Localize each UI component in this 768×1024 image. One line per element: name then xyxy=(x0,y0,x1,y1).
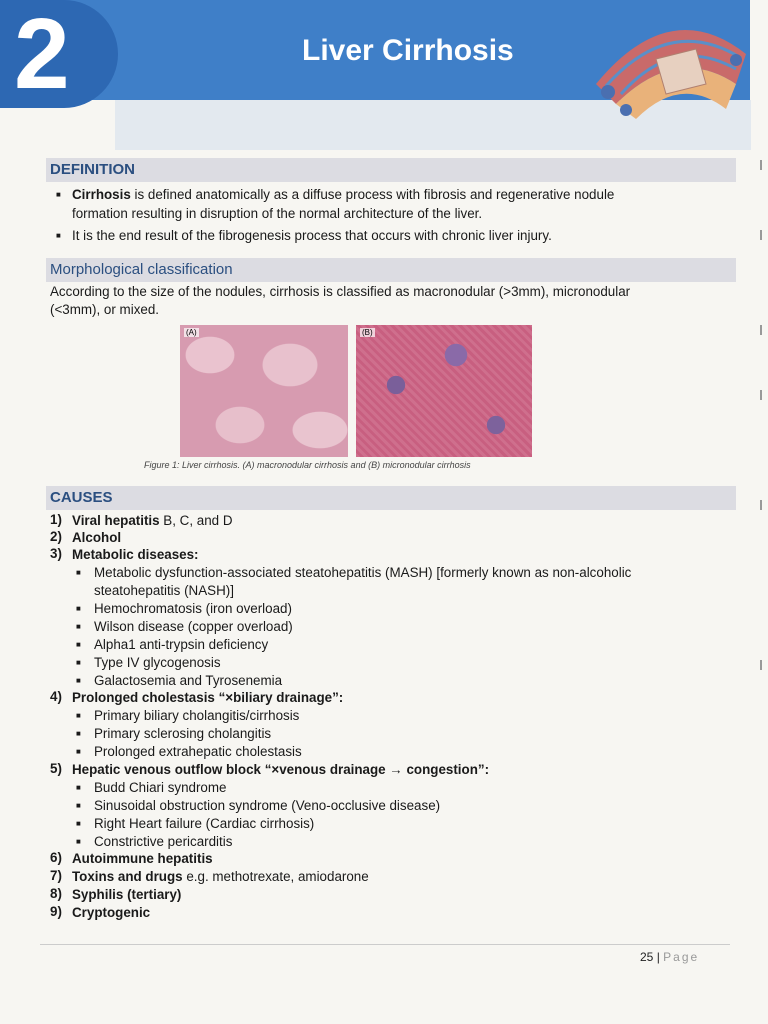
cholestasis-item: Primary sclerosing cholangitis xyxy=(94,726,272,741)
bullet-square-icon: ■ xyxy=(76,568,81,577)
definition-heading-bar xyxy=(46,158,736,182)
metabolic-item-continued: steatohepatitis (NASH)] xyxy=(94,583,234,598)
cause-syphilis: Syphilis (tertiary) xyxy=(72,887,182,902)
bullet-square-icon: ■ xyxy=(76,711,81,720)
cause-autoimmune: Autoimmune hepatitis xyxy=(72,851,213,866)
metabolic-item: Wilson disease (copper overload) xyxy=(94,619,293,634)
liver-lobule-illustration-icon xyxy=(586,14,754,124)
figure-label-b: (B) xyxy=(362,328,373,337)
cause-number: 7) xyxy=(50,868,62,883)
venous-item: Right Heart failure (Cardiac cirrhosis) xyxy=(94,816,315,831)
bullet-square-icon: ■ xyxy=(76,622,81,631)
bullet-square-icon: ■ xyxy=(76,837,81,846)
bullet-square-icon: ■ xyxy=(76,783,81,792)
cause-number: 2) xyxy=(50,529,62,544)
figure-label-a: (A) xyxy=(186,328,197,337)
bullet-square-icon: ■ xyxy=(76,658,81,667)
cholestasis-item: Prolonged extrahepatic cholestasis xyxy=(94,744,302,759)
chapter-tab xyxy=(0,0,118,108)
bullet-square-icon: ■ xyxy=(76,676,81,685)
cause-toxins: Toxins and drugs e.g. methotrexate, amiodarone xyxy=(72,869,369,884)
chapter-number: 2 xyxy=(14,0,70,110)
bullet-square-icon: ■ xyxy=(76,604,81,613)
morphology-heading: Morphological classification xyxy=(50,261,233,278)
metabolic-item: Hemochromatosis (iron overload) xyxy=(94,601,292,616)
cause-number: 3) xyxy=(50,546,62,561)
margin-mark xyxy=(760,325,762,335)
metabolic-item: Galactosemia and Tyrosenemia xyxy=(94,673,283,688)
metabolic-item: Alpha1 anti-trypsin deficiency xyxy=(94,637,269,652)
cause-venous-outflow: Hepatic venous outflow block “×venous drainage → congestion”: xyxy=(72,762,490,777)
definition-bullet-1: Cirrhosis is defined anatomically as a diffuse process with fibrosis and regenerative nodule xyxy=(72,187,615,202)
bullet-square-icon: ■ xyxy=(56,190,61,199)
cause-number: 5) xyxy=(50,761,62,776)
cause-cryptogenic: Cryptogenic xyxy=(72,905,151,920)
cause-number: 6) xyxy=(50,850,62,865)
definition-bullet-1-continued: formation resulting in disruption of the normal architecture of the liver. xyxy=(72,206,483,221)
cause-number: 1) xyxy=(50,512,62,527)
cause-alcohol: Alcohol xyxy=(72,530,122,545)
bullet-square-icon: ■ xyxy=(56,231,61,240)
venous-item: Budd Chiari syndrome xyxy=(94,780,227,795)
morphology-text-line-1: According to the size of the nodules, cirrhosis is classified as macronodular (>3mm), micronodular xyxy=(50,284,631,299)
cause-number: 9) xyxy=(50,904,62,919)
metabolic-item: Metabolic dysfunction-associated steatohepatitis (MASH) [formerly known as non-alcoholic xyxy=(94,565,632,580)
cause-number: 8) xyxy=(50,886,62,901)
bullet-square-icon: ■ xyxy=(76,801,81,810)
chapter-title: Liver Cirrhosis xyxy=(302,34,514,67)
venous-item: Constrictive pericarditis xyxy=(94,834,233,849)
figure-caption: Figure 1: Liver cirrhosis. (A) macronodular cirrhosis and (B) micronodular cirrhosis xyxy=(144,460,471,470)
definition-heading: DEFINITION xyxy=(50,161,135,178)
cause-number: 4) xyxy=(50,689,62,704)
venous-item: Sinusoidal obstruction syndrome (Veno-occlusive disease) xyxy=(94,798,441,813)
cholestasis-item: Primary biliary cholangitis/cirrhosis xyxy=(94,708,300,723)
metabolic-item: Type IV glycogenosis xyxy=(94,655,221,670)
cause-viral-hepatitis: Viral hepatitis B, C, and D xyxy=(72,513,233,528)
margin-mark xyxy=(760,160,762,170)
histology-image-macronodular xyxy=(180,325,348,457)
margin-mark xyxy=(760,500,762,510)
margin-mark xyxy=(760,230,762,240)
histology-image-micronodular xyxy=(356,325,532,457)
bullet-square-icon: ■ xyxy=(76,640,81,649)
margin-mark xyxy=(760,660,762,670)
definition-bullet-2: It is the end result of the fibrogenesis process that occurs with chronic liver injury. xyxy=(72,228,552,243)
morphology-text-line-2: (<3mm), or mixed. xyxy=(50,302,160,317)
footer-rule xyxy=(40,944,730,945)
cause-cholestasis: Prolonged cholestasis “×biliary drainage”: xyxy=(72,690,344,705)
page-number: 25 | Page xyxy=(640,950,700,964)
bullet-square-icon: ■ xyxy=(76,819,81,828)
cause-metabolic: Metabolic diseases: xyxy=(72,547,199,562)
bullet-square-icon: ■ xyxy=(76,747,81,756)
bullet-square-icon: ■ xyxy=(76,729,81,738)
causes-heading: CAUSES xyxy=(50,489,113,506)
margin-mark xyxy=(760,390,762,400)
causes-heading-bar xyxy=(46,486,736,510)
